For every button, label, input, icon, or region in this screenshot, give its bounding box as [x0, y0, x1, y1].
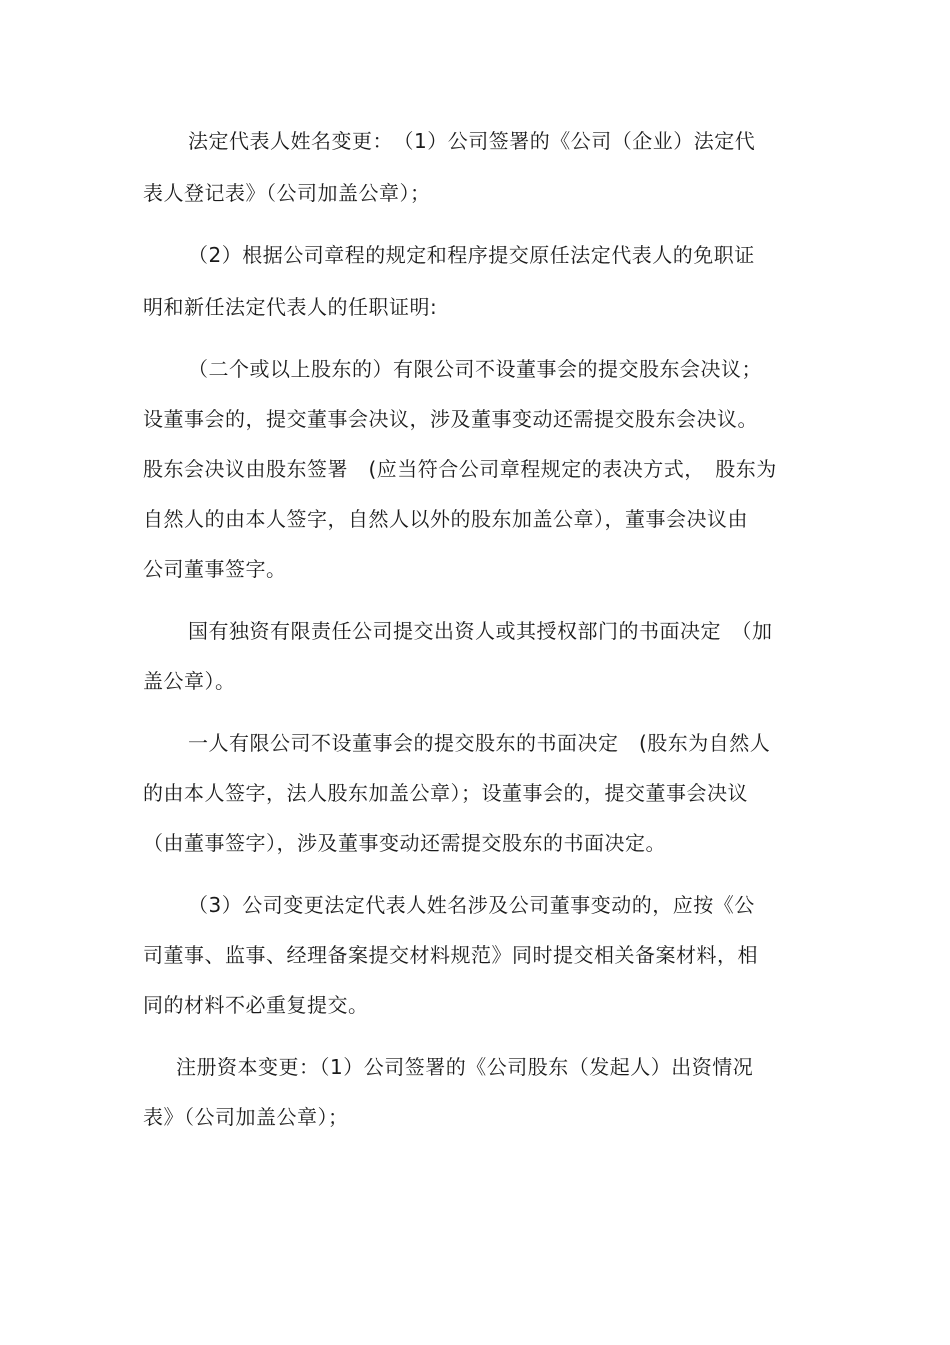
paragraph-line: 同的材料不必重复提交。	[143, 993, 369, 1017]
paragraph-line: 自然人的由本人签字，自然人以外的股东加盖公章），董事会决议由	[143, 507, 748, 531]
paragraph-line: 表》（公司加盖公章）；	[143, 1105, 349, 1129]
paragraph-line: 明和新任法定代表人的任职证明:	[143, 295, 438, 319]
paragraph-line: 股东会决议由股东签署 (应当符合公司章程规定的表决方式， 股东为	[143, 457, 777, 481]
paragraph-line: 法定代表人姓名变更： （1）公司签署的《公司（企业）法定代	[188, 129, 756, 153]
paragraph-line: （二个或以上股东的）有限公司不设董事会的提交股东会决议；	[188, 357, 762, 381]
paragraph-line: 司董事、监事、经理备案提交材料规范》同时提交相关备案材料，相	[143, 943, 758, 967]
paragraph-line: （由董事签字），涉及董事变动还需提交股东的书面决定。	[143, 831, 666, 855]
paragraph-line: 一人有限公司不设董事会的提交股东的书面决定 (股东为自然人	[188, 731, 771, 755]
paragraph-line: 的由本人签字，法人股东加盖公章）；设董事会的，提交董事会决议	[143, 781, 748, 805]
paragraph-line: （3）公司变更法定代表人姓名涉及公司董事变动的，应按《公	[188, 893, 755, 917]
paragraph-line: 设董事会的，提交董事会决议，涉及董事变动还需提交股东会决议。	[143, 407, 758, 431]
paragraph-line: 盖公章）。	[143, 669, 236, 693]
paragraph-line: 公司董事签字。	[143, 557, 287, 581]
paragraph-line: 注册资本变更：（1）公司签署的《公司股东（发起人）出资情况	[176, 1055, 754, 1079]
paragraph-line: 表人登记表》（公司加盖公章）；	[143, 181, 431, 205]
paragraph-line: 国有独资有限责任公司提交出资人或其授权部门的书面决定 （加	[188, 619, 773, 643]
paragraph-line: （2）根据公司章程的规定和程序提交原任法定代表人的免职证	[188, 243, 755, 267]
